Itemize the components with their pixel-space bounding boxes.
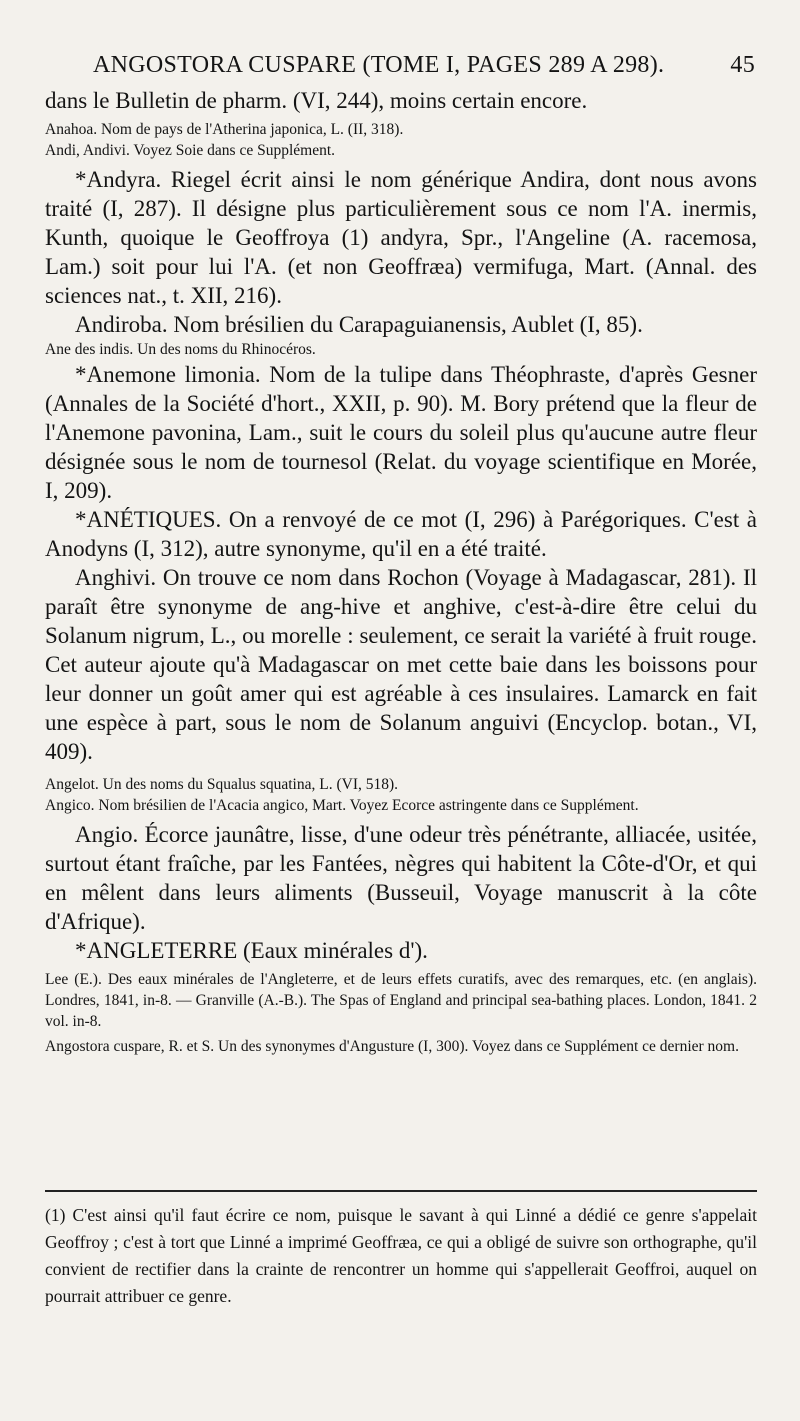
footnote: (1) C'est ainsi qu'il faut écrire ce nom, puisque le savant à qui Linné a dédié ce genre s'appelait Geoffroy ; c'est à tort que Linné a imprimé Geoffræa, ce qui a obligé de suivre son orthographe, qu'il convient de rectifier dans la crainte de rencontrer un homme qui s'appellerait Geoffroi, auquel on pourrait attribuer ce genre.: [45, 1205, 757, 1306]
entry-angico: Angico. Nom brésilien de l'Acacia angico, Mart. Voyez Ecorce astringente dans ce Supplément.: [45, 797, 639, 814]
entry-andyra: *Andyra. Riegel écrit ainsi le nom générique Andira, dont nous avons traité (I, 287). Il désigne plus particulièrement sous ce nom l'A. inermis, Kunth, quoique le Geoffroya (1) andyra, Spr., l'Angeline (A. racemosa, Lam.) soit pour lui l'A. (et non Geoffræa) vermifuga, Mart. (Annal. des sciences nat., t. XII, 216).: [45, 167, 757, 308]
entry-angelot: Angelot. Un des noms du Squalus squatina, L. (VI, 518).: [45, 776, 399, 793]
entry-anemone-limonia: *Anemone limonia. Nom de la tulipe dans Théophraste, d'après Gesner (Annales de la Société d'hort., XXII, p. 90). M. Bory prétend que la fleur de l'Anemone pavonina, Lam., suit le cours du soleil plus qu'aucune autre fleur désignée sous le nom de tournesol (Relat. du voyage scientifique en Morée, I, 209).: [45, 362, 757, 503]
entry-angleterre: *ANGLETERRE (Eaux minérales d').: [75, 938, 428, 963]
running-title: ANGOSTORA CUSPARE (TOME I, PAGES 289 A 298).: [93, 52, 665, 78]
entry-anetiques: *ANÉTIQUES. On a renvoyé de ce mot (I, 296) à Parégoriques. C'est à Anodyns (I, 312), autre synonyme, qu'il en a été traité.: [45, 507, 757, 561]
entry-continuation: dans le Bulletin de pharm. (VI, 244), moins certain encore.: [45, 88, 588, 113]
entry-anahoa: Anahoa. Nom de pays de l'Atherina japonica, L. (II, 318).: [45, 121, 404, 138]
footnote-rule: [45, 1190, 757, 1192]
page-number: 45: [730, 52, 755, 78]
entry-angostora-cuspare: Angostora cuspare, R. et S. Un des synonymes d'Angusture (I, 300). Voyez dans ce Supplément ce dernier nom.: [45, 1038, 739, 1055]
bibliography-angleterre: Lee (E.). Des eaux minérales de l'Angleterre, et de leurs effets curatifs, avec des remarques, etc. (en anglais). Londres, 1841, in-8. — Granville (A.-B.). The Spas of England and principal sea-bathing places. London, 1841. 2 vol. in-8.: [45, 971, 757, 1030]
entry-andiroba: Andiroba. Nom brésilien du Carapaguianensis, Aublet (I, 85).: [75, 312, 643, 337]
running-header: [45, 52, 755, 88]
entry-angio: Angio. Écorce jaunâtre, lisse, d'une odeur très pénétrante, alliacée, usitée, surtout étant fraîche, par les Fantées, nègres qui habitent la Côte-d'Or, et qui en mêlent dans leurs aliments (Busseuil, Voyage manuscrit à la côte d'Afrique).: [45, 822, 757, 934]
entry-ane-des-indis: Ane des indis. Un des noms du Rhinocéros.: [45, 341, 316, 358]
entry-anghivi: Anghivi. On trouve ce nom dans Rochon (Voyage à Madagascar, 281). Il paraît être synonyme de ang-hive et anghive, c'est-à-dire être celui du Solanum nigrum, L., ou morelle : seulement, ce serait la variété à fruit rouge. Cet auteur ajoute qu'à Madagascar on met cette baie dans les boissons pour leur donner un goût amer qui est agréable à ces insulaires. Lamarck en fait une espèce à part, sous le nom de Solanum anguivi (Encyclop. botan., VI, 409).: [45, 565, 757, 764]
entry-andi: Andi, Andivi. Voyez Soie dans ce Supplément.: [45, 142, 336, 159]
dictionary-body: [45, 86, 757, 1057]
